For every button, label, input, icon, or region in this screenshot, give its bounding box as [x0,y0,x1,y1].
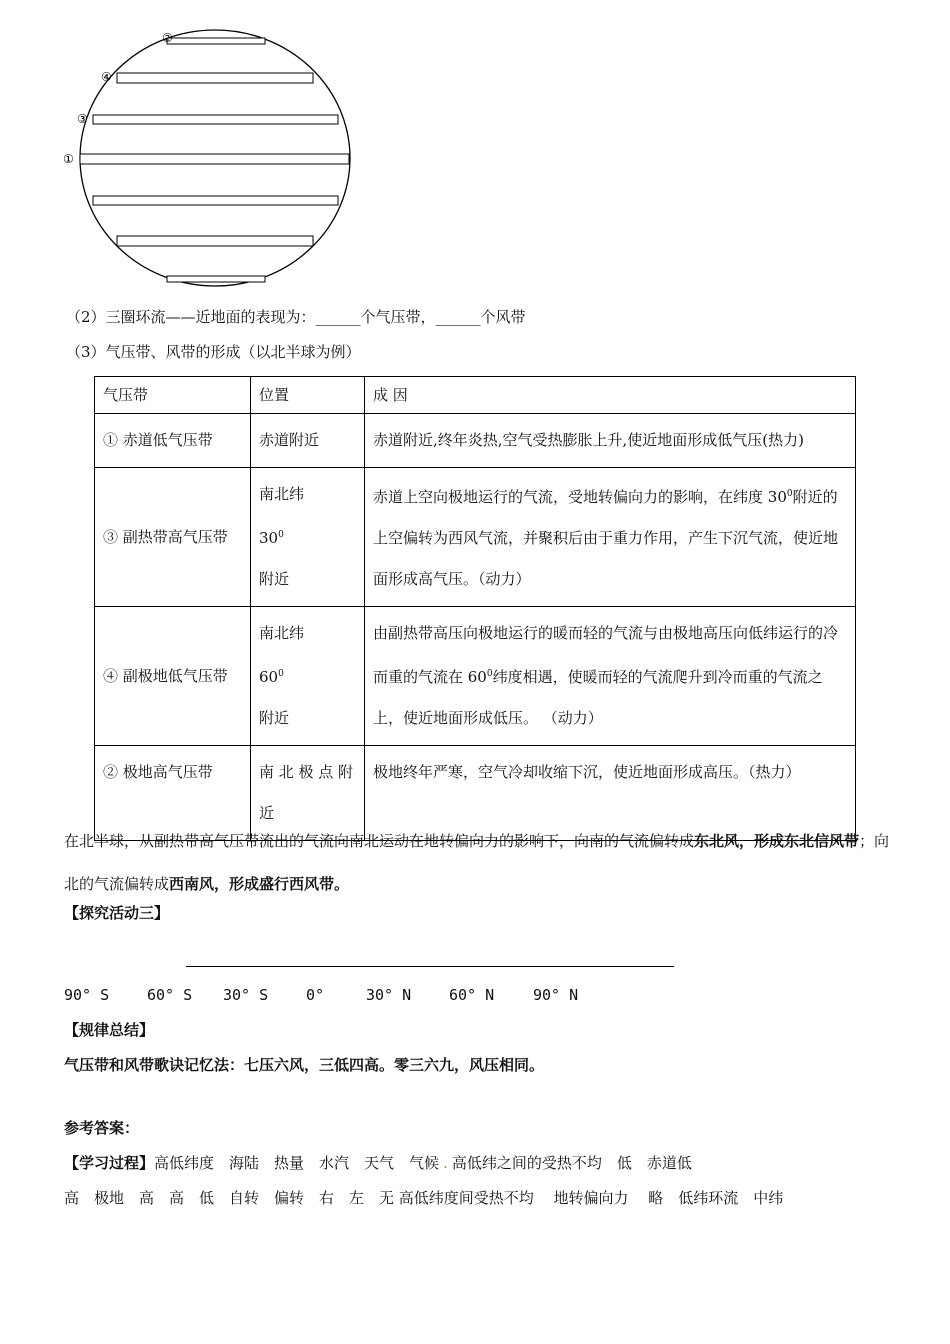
lat-label: 90° S [64,986,110,1004]
position-line: 附近 [259,709,290,727]
belt-bar [117,236,313,246]
position-line: 附近 [259,570,290,588]
summary-title: 【规律总结】 [64,1021,155,1039]
belt-bar [167,276,265,282]
belt-label: ④ 副极地低气压带 [103,666,228,685]
belt-bar [80,154,349,164]
belt-bar [167,38,265,44]
position-cell: 南北极点附近 [251,746,365,841]
belt-cell: ① 赤道低气压带 [95,414,251,468]
position-cell: 赤道附近 [251,414,365,468]
answers-title: 参考答案： [64,1119,140,1137]
table-header-row [95,377,856,414]
position-line: 南北纬 [259,624,305,642]
question-2: （2）三圈环流——近地面的表现为：______个气压带，______个风带 [66,308,526,326]
position-line: $30^0$ [259,529,284,547]
latitude-axis-line [186,966,674,967]
table-row [95,607,856,746]
header-cause: 成 因 [365,377,856,414]
header-position: 位置 [251,377,365,414]
belt-cell [95,607,251,746]
pressure-belt-table [94,376,856,841]
cause-cell: 极地终年严寒，空气冷却收缩下沉，使近地面形成高压。（热力） [365,746,856,841]
belt-cell: ② 极地高气压带 [95,746,251,841]
marker-3: ③ [77,112,88,126]
belt-bar [117,73,313,83]
answers-line-2: 高 极地 高 高 低 自转 偏转 右 左 无 高低纬度间受热不均 地转偏向力 略 低纬环流 中纬 [64,1189,784,1207]
summary-text: 气压带和风带歌诀记忆法：七压六风，三低四高。零三六九，风压相同。 [64,1056,545,1074]
question-3: （3）气压带、风带的形成（以北半球为例） [66,343,361,361]
cause-cell: 由副热带高压向极地运行的暖而轻的气流与由极地高压向低纬运行的冷而重的气流在 $60^0$纬度相遇，使暖而轻的气流爬升到冷而重的气流之上，使近地面形成低压。 （动力） [365,607,856,746]
pressure-belt-diagram [60,28,360,290]
belt-bar [93,196,338,205]
position-line: $60^0$ [259,668,284,686]
lat-label: 30° N [366,986,412,1004]
marker-1: ① [63,152,74,166]
belt-label: ③ 副热带高气压带 [103,527,228,546]
belt-cell [95,468,251,607]
lat-label: 0° [306,986,325,1004]
answers-line-1: 【学习过程】高低纬度 海陆 热量 水汽 天气 气候 . 高低纬之间的受热不均 低 赤道低 [64,1154,692,1172]
lat-label: 30° S [223,986,269,1004]
cause-cell: 赤道上空向极地运行的气流，受地转偏向力的影响，在纬度 $30^0$附近的上空偏转为西风气流，并聚积后由于重力作用，产生下沉气流，使近地面形成高气压。（动力） [365,468,856,607]
marker-2: ② [162,31,173,45]
lat-label: 60° S [147,986,193,1004]
table-row [95,468,856,607]
header-belt: 气压带 [95,377,251,414]
lat-label: 60° N [449,986,495,1004]
position-line: 南北纬 [259,485,305,503]
position-cell [251,468,365,607]
activity-3-title: 【探究活动三】 [64,904,170,922]
cause-cell: 赤道附近,终年炎热,空气受热膨胀上升,使近地面形成低气压(热力) [365,414,856,468]
wind-paragraph: 在北半球，从副热带高气压带流出的气流向南北运动在地转偏向力的影响下，向南的气流偏转成东北风，形成东北信风带；向北的气流偏转成西南风，形成盛行西风带。 [64,832,890,893]
belt-bar [93,115,338,124]
lat-label: 90° N [533,986,579,1004]
position-cell [251,607,365,746]
marker-4: ④ [101,70,112,84]
table-row [95,414,856,468]
